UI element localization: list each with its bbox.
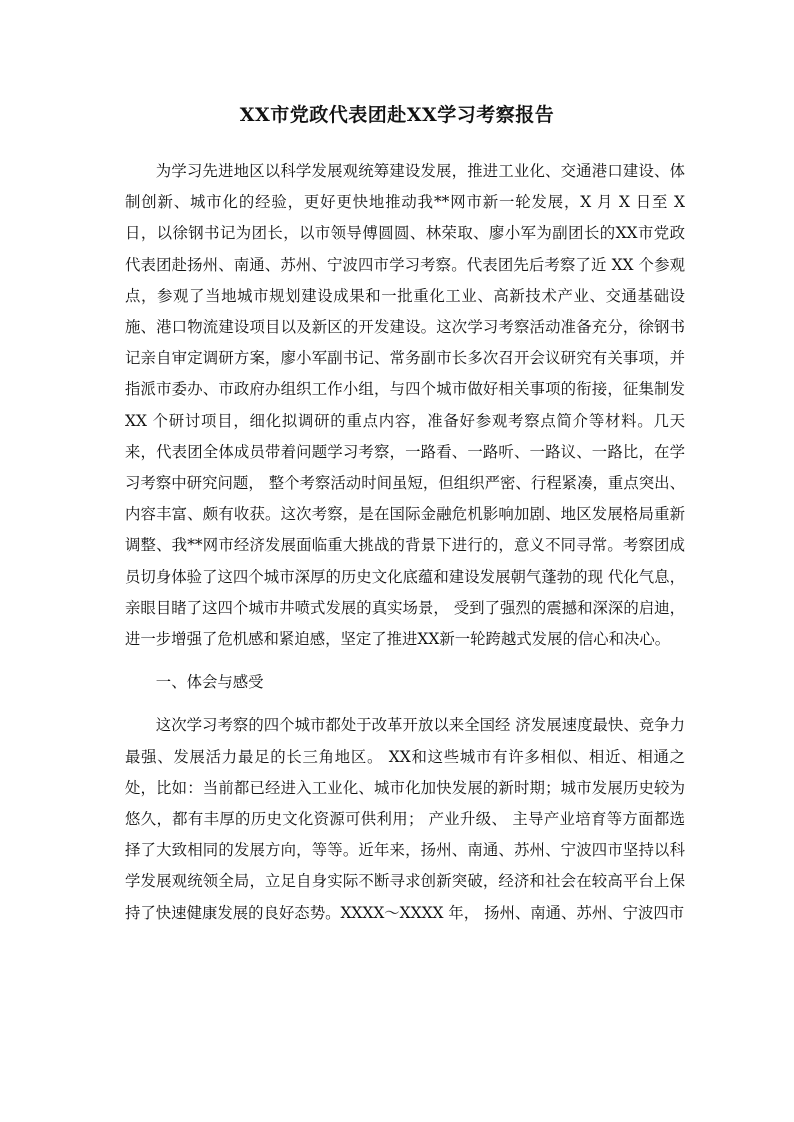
- document-title: XX市党政代表团赴XX学习考察报告: [239, 104, 555, 126]
- section-paragraph: 这次学习考察的四个城市都处于改革开放以来全国经 济发展速度最快、竞争力最强、发展活力最足的长三角地区。 XX和这些城市有许多相似、相近、相通之处，比如：当前都已经进入工业化、城市化加快发展的新时期；城市发展历史较为悠久，都有丰厚的历史文化资源可供利用； 产业升级、 主导产业培育等方面都选择了大致相同的发展方向，等等。近年来，扬州、南通、苏州、宁波四市坚持以科学发展观统领全局，立足自身实际不断寻求创新突破，经济和社会在较高平台上保持了快速健康发展的良好态势。XXXX～XXXX 年， 扬州、南通、苏州、宁波四市: [125, 716, 685, 922]
- document-body: [125, 156, 685, 929]
- section-heading: 一、体会与感受: [155, 673, 264, 692]
- intro-paragraph: 为学习先进地区以科学发展观统筹建设发展，推进工业化、交通港口建设、体制创新、城市化的经验，更好更快地推动我**网市新一轮发展，X 月 X 日至 X 日，以徐钢书记为团长，以市领导傅圆圆、林荣取、廖小军为副团长的XX市党政代表团赴扬州、南通、苏州、宁波四市学习考察。代表团先后考察了近 XX 个参观点，参观了当地城市规划建设成果和一批重化工业、高新技术产业、交通基础设施、港口物流建设项目以及新区的开发建设。这次学习考察活动准备充分，徐钢书记亲自审定调研方案，廖小军副书记、常务副市长多次召开会议研究有关事项，并指派市委办、市政府办组织工作小组，与四个城市做好相关事项的衔接，征集制发 XX 个研讨项目，细化拟调研的重点内容，准备好参观考察点简介等材料。几天来，代表团全体成员带着问题学习考察，一路看、一路听、一路议、一路比，在学习考察中研究问题， 整个考察活动时间虽短，但组织严密、行程紧凑，重点突出、 内容丰富、颇有收获。这次考察，是在国际金融危机影响加剧、地区发展格局重新调整、我**网市经济发展面临重大挑战的背景下进行的，意义不同寻常。考察团成员切身体验了这四个城市深厚的历史文化底蕴和建设发展朝气蓬勃的现 代化气息，亲眼目睹了这四个城市井喷式发展的真实场景， 受到了强烈的震撼和深深的启迪，进一步增强了危机感和紧迫感，坚定了推进XX新一轮跨越式发展的信心和决心。: [125, 162, 685, 649]
